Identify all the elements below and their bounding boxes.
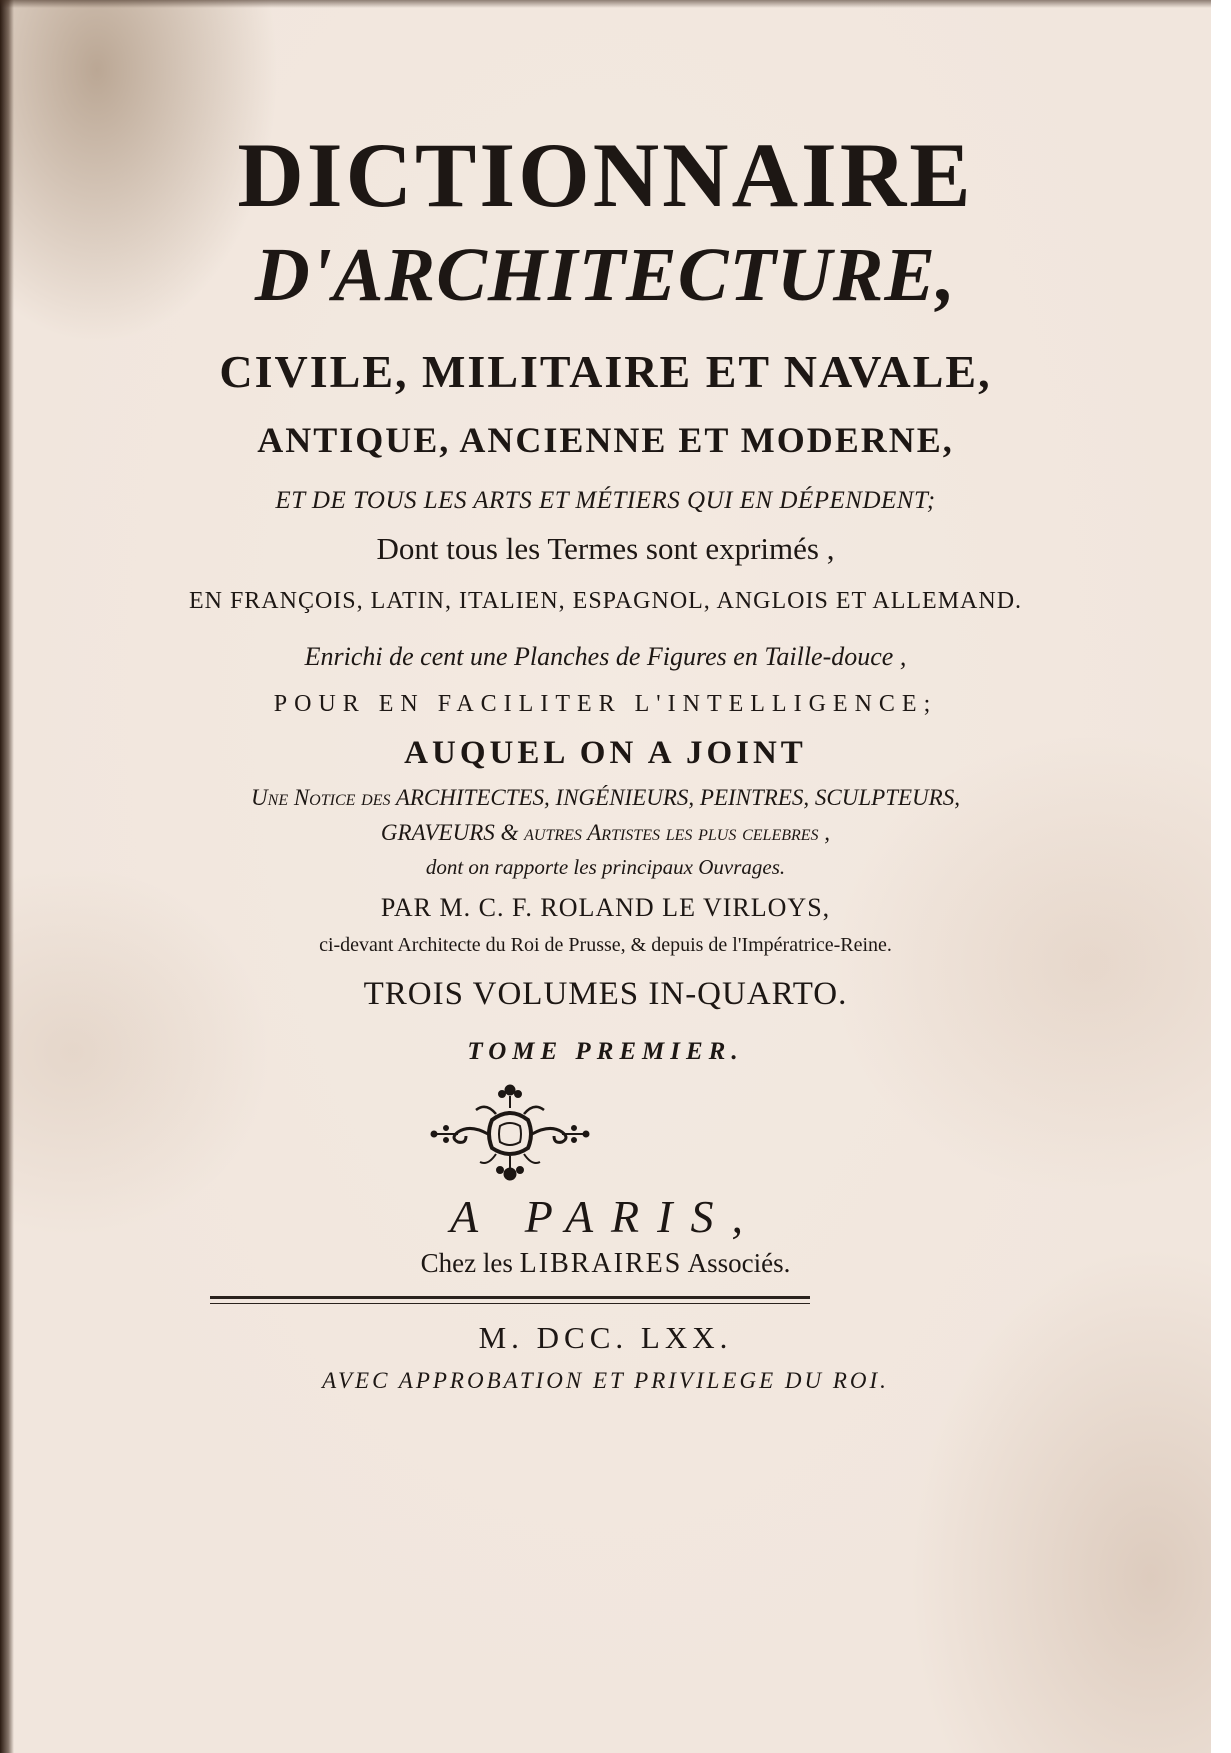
imprint-year: M. DCC. LXX. [478, 1320, 733, 1355]
double-rule-divider [210, 1296, 810, 1308]
publisher-name: LIBRAIRES [519, 1248, 683, 1279]
publisher-prefix: Chez les [420, 1248, 513, 1278]
imprint-city: A PARIS, [450, 1191, 761, 1242]
line-civile: CIVILE, MILITAIRE ET NAVALE, [219, 346, 992, 397]
line-graveurs: GRAVEURS & autres Artistes les plus celebres , [380, 820, 831, 845]
publisher-suffix: Associés. [687, 1248, 791, 1278]
tome-line: TOME PREMIER. [467, 1038, 744, 1065]
author-credentials: ci-devant Architecte du Roi de Prusse, & depuis de l'Impératrice-Reine. [319, 934, 892, 956]
fleuron-ornament-icon [430, 1080, 590, 1184]
line-auquel: AUQUEL ON A JOINT [404, 735, 807, 771]
line-termes: Dont tous les Termes sont exprimés , [376, 531, 835, 566]
line-langues: EN FRANÇOIS, LATIN, ITALIEN, ESPAGNOL, ANGLOIS ET ALLEMAND. [188, 588, 1023, 614]
book-subtitle: D'ARCHITECTURE, [254, 233, 957, 317]
line-faciliter: POUR EN FACILITER L'INTELLIGENCE; [273, 691, 938, 717]
line-arts: ET DE TOUS LES ARTS ET MÉTIERS QUI EN DÉPENDENT; [275, 487, 936, 514]
line-ouvrages: dont on rapporte les principaux Ouvrages. [425, 855, 786, 879]
line-enrichi: Enrichi de cent une Planches de Figures en Taille-douce , [304, 642, 907, 671]
author-line: PAR M. C. F. ROLAND LE VIRLOYS, [380, 893, 831, 922]
line-notice: Une Notice des ARCHITECTES, INGÉNIEURS, PEINTRES, SCULPTEURS, [251, 785, 960, 810]
imprint-publisher [0, 1248, 1211, 1280]
imprint-privilege: AVEC APPROBATION ET PRIVILEGE DU ROI. [322, 1368, 889, 1393]
line-antique: ANTIQUE, ANCIENNE ET MODERNE, [257, 420, 954, 460]
book-title: DICTIONNAIRE [237, 124, 974, 226]
volumes-line: TROIS VOLUMES IN-QUARTO. [363, 976, 848, 1012]
